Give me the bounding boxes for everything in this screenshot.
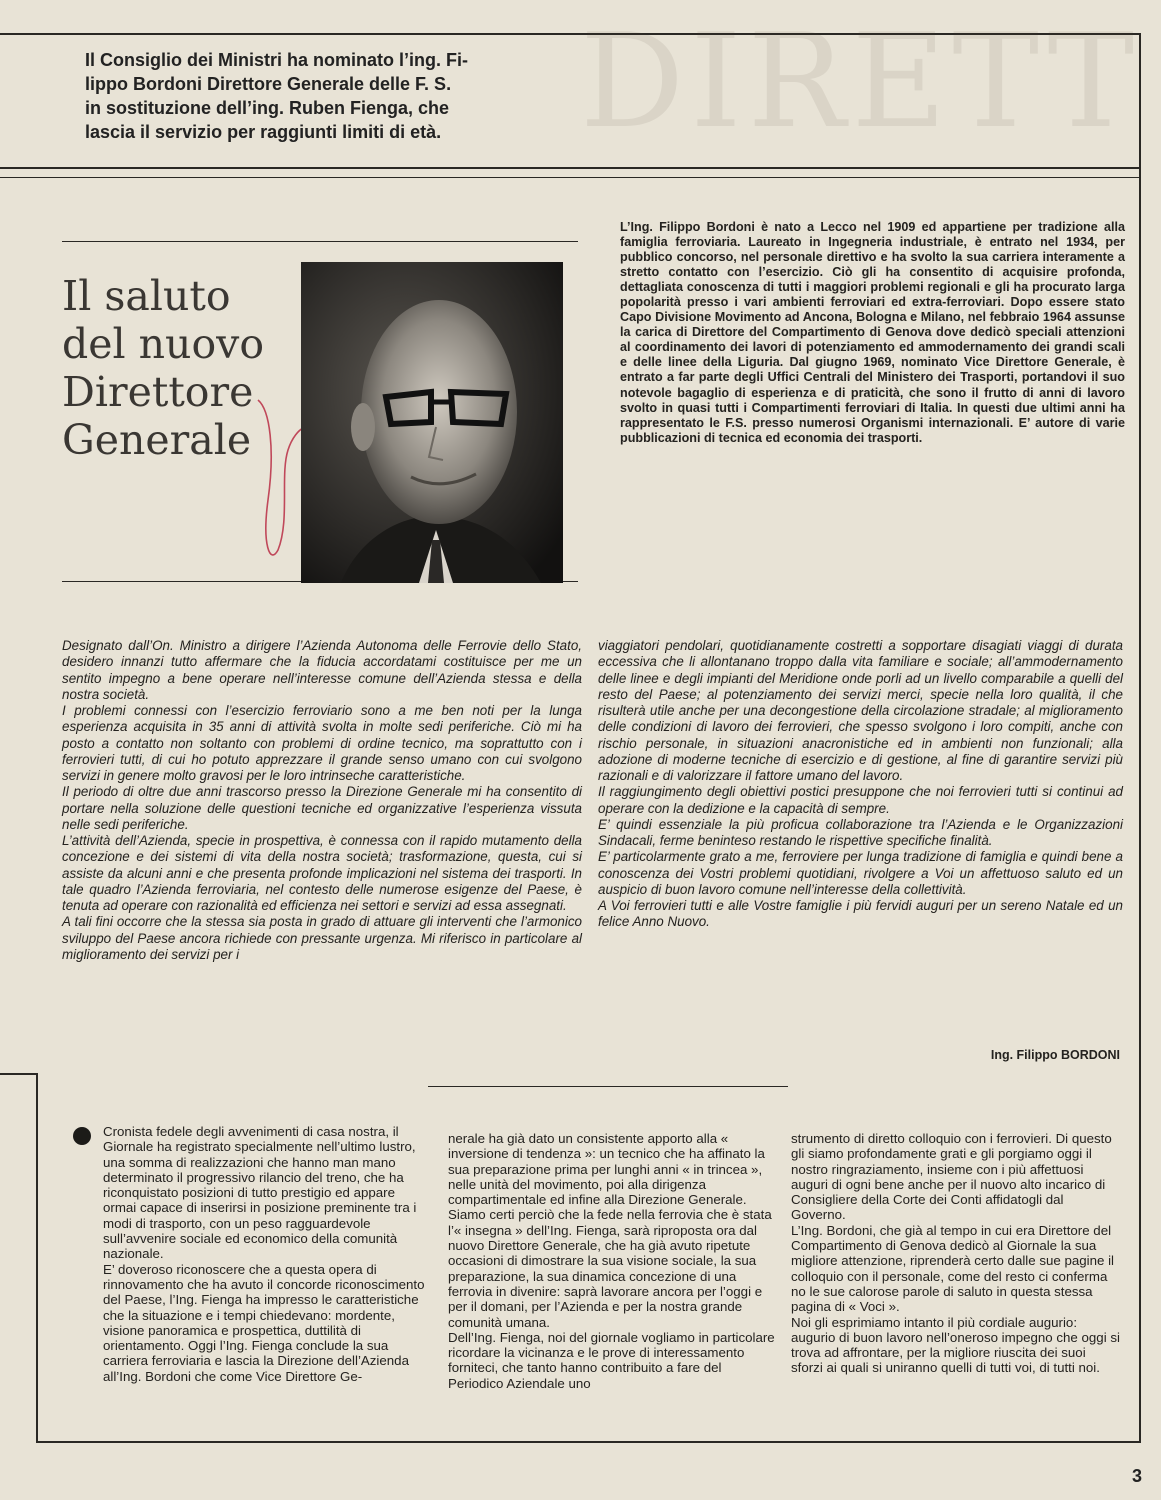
speech-paragraph: I problemi connessi con l’esercizio ferroviario sono a me ben noti per la lunga esperienza acquisita in 35 anni di attività svolta in molte sedi periferiche. Ciò mi ha posto a contatto non soltanto con problemi di ordine tecnico, ma soprattutto con i ferrovieri tutti, di cui ho potuto apprezzare il grande senso umano con cui svolgono servizi in genere molto gravosi per le loro intrinseche caratteristiche. xyxy=(62,703,582,783)
left-frame-top-rule xyxy=(0,1073,38,1075)
news-paragraph: Dell’Ing. Fienga, noi del giornale vogliamo in particolare ricordare la vicinanza e le prove di interessamento forniteci, che tanto hanno contribuito a fare del Periodico Aziendale uno xyxy=(448,1329,775,1391)
speech-paragraph: A tali fini occorre che la stessa sia posta in grado di attuare gli interventi che l’armonico sviluppo del Paese ancora richiede con pressante urgenza. Mi riferisco in particolare al miglioramento dei servizi per i xyxy=(62,914,582,962)
news-column-3 xyxy=(791,1131,1121,1376)
speech-paragraph: A Voi ferrovieri tutti e alle Vostre famiglie i più fervidi auguri per un sereno Natale ed un felice Anno Nuovo. xyxy=(598,898,1123,930)
news-paragraph: strumento di diretto colloquio con i ferrovieri. Di questo gli siamo profondamente grati e gli porgiamo oggi il nostro ringraziamento, insieme con i più affettuosi auguri di ogni bene anche per il nuovo alto incarico di Consigliere della Corte dei Conti affidatogli dal Governo. xyxy=(791,1131,1112,1223)
portrait-photo xyxy=(301,262,563,583)
lead-line: lascia il servizio per raggiunti limiti di età. xyxy=(85,122,442,142)
news-paragraph: Siamo certi perciò che la fede nella ferrovia che è stata l’« insegna » dell’Ing. Fienga, sarà riproposta ora dal nuovo Direttore Generale, che ha già avuto ripetute occasioni di dimostrare la sua visione sociale, la sua preparazione, la sua dinamica concezione di una ferrovia in divenire: saprà lavorare ancora per l’oggi e per il domani, per l’Azienda e per la nostra grande comunità umana. xyxy=(448,1207,772,1330)
news-paragraph: Noi gli esprimiamo intanto il più cordiale augurio: augurio di buon lavoro nell’oneroso impegno che oggi si trova ad affrontare, per la migliore riuscita dei suoi sforzi ai quali si uniranno quelli di tutti voi, di tutti noi. xyxy=(791,1314,1120,1376)
lead-line: Il Consiglio dei Ministri ha nominato l’ing. Fi- xyxy=(85,50,468,70)
headline-line: Generale xyxy=(62,416,252,464)
news-paragraph: nerale ha già dato un consistente apporto alla « inversione di tendenza »: un tecnico che ha affinato la sua preparazione prima per lunghi anni « in trincea », nelle unità del movimento, poi alla dirigenza compartimentale ed infine alla Direzione Generale. xyxy=(448,1131,765,1208)
speech-paragraph: Il periodo di oltre due anni trascorso presso la Direzione Generale mi ha consentito di portare nella soluzione delle questioni tecniche ed organizzative l’esperienza vissuta nelle sedi periferiche. xyxy=(62,784,582,832)
speech-column-left xyxy=(62,638,582,963)
section-separator xyxy=(428,1086,788,1087)
portrait-illustration xyxy=(301,262,563,583)
news-paragraph: E’ doveroso riconoscere che a questa opera di rinnovamento che ha avuto il concorde riconoscimento del Paese, l’Ing. Fienga ha impresso le caratteristiche che la situazione e i tempi chiedevano: mordente, visione panoramica e prospettica, duttilità di orientamento. Oggi l’Ing. Fienga conclude la sua carriera ferroviaria e lascia la Direzione dell’Azienda all’Ing. Bordoni che come Vice Direttore Ge- xyxy=(103,1261,425,1384)
lead-underline xyxy=(0,177,1141,178)
headline-top-rule xyxy=(62,241,578,242)
bio-text: L’Ing. Filippo Bordoni è nato a Lecco nel 1909 ed appartiene per tradizione alla famiglia ferroviaria. Laureato in Ingegneria industriale, è entrato nel 1934, per pubblico concorso, nel personale direttivo e ha svolto la sua carriera interamente a stretto contatto con l’esercizio. Ciò gli ha consentito di acquisire profonda, dettagliata conoscenza di tutti i maggiori problemi regionali e gli ha procurato larga popolarità presso i vari ambienti ferroviari ed extra-ferroviari. Dopo essere stato Capo Divisione Movimento ad Ancona, Bologna e Milano, nel febbraio 1964 assunse la carica di Direttore del Compartimento di Genova dove dedicò speciali attenzioni al coordinamento dei lavori di potenziamento ed ammodernamento dei grandi scali e delle linee della Liguria. Dal giugno 1969, nominato Vice Direttore Generale, è entrato a far parte degli Uffici Centrali del Ministero dei Trasporti, portandovi il suo notevole bagaglio di esperienza e di praticità, che sono il frutto di anni di lavoro svolto in quasi tutti i Compartimenti ferroviari di Italia. In questi due ultimi anni ha rappresentato le F.S. presso numerosi Organismi internazionali. E’ autore di varie pubblicazioni di tecnica ed economia dei trasporti. xyxy=(620,220,1125,445)
lead-line: lippo Bordoni Direttore Generale delle F. S. xyxy=(85,74,452,94)
speech-paragraph: Designato dall’On. Ministro a dirigere l’Azienda Autonoma delle Ferrovie dello Stato, desidero innanzi tutto affermare che la fiducia accordatami costituisce per me un sentito impegno a bene operare nell’interesse comune dell’Azienda stessa e della nostra società. xyxy=(62,638,582,702)
speech-paragraph: Il raggiungimento degli obiettivi postici presuppone che noi ferrovieri tutti si continui ad operare con la dedizione e la capacità di sempre. xyxy=(598,784,1123,816)
bullet-icon xyxy=(73,1127,91,1145)
headline-line: Il saluto xyxy=(62,272,231,320)
speech-paragraph: E’ quindi essenziale la più proficua collaborazione tra l’Azienda e le Organizzazioni Sindacali, ferme beninteso restando le rispettive specifiche finalità. xyxy=(598,816,1123,848)
news-column-1 xyxy=(103,1124,430,1384)
news-column-2 xyxy=(448,1131,778,1391)
page-number: 3 xyxy=(1131,1466,1142,1486)
news-paragraph: Cronista fedele degli avvenimenti di casa nostra, il Giornale ha registrato specialmente nell’ultimo lustro, una somma di realizzazioni che hanno man mano determinato il progressivo rilancio del treno, che ha riconquistato posizioni di tutto prestigio ed appare ormai capace di inserirsi in posizione preminente tra i modi di trasporto, con un peso ragguardevole sull’avvenire sociale ed economico della comunità nazionale. xyxy=(103,1124,417,1262)
speech-signature: Ing. Filippo BORDONI xyxy=(990,1048,1120,1062)
left-frame-rule xyxy=(36,1073,38,1443)
headline-line: Direttore xyxy=(62,368,254,416)
speech-paragraph: viaggiatori pendolari, quotidianamente costretti a sopportare disagiati viaggi di durata eccessiva che li allontanano troppo dalla vita familiare e sociale; all’ammodernamento delle linee e degli impianti del Meridione onde porli ad un livello comparabile a quelli del resto del Paese; al potenziamento dei servizi merci, specie nella loro qualità, il che risulterà utile anche per una decongestione della circolazione stradale; al miglioramento delle condizioni di lavoro dei ferrovieri, che spesso svolgono i loro compiti, anche con rischio personale, in situazioni anacronistiche ed in ambienti non funzionali; alla adozione di moderne tecniche di esercizio e di gestione, al fine di garantire servizi più razionali e di valorizzare il fattore umano del lavoro. xyxy=(598,638,1123,783)
bio-paragraph xyxy=(620,220,1125,446)
bottom-frame-rule xyxy=(36,1441,1141,1443)
speech-paragraph: E’ particolarmente grato a me, ferroviere per lunga tradizione di famiglia e quindi bene a conoscenza dei Vostri problemi quotidiani, rivolgere a Voi un affettuoso saluto ed un auspicio di buon lavoro comune nell’interesse della collettività. xyxy=(598,849,1123,897)
speech-paragraph: L’attività dell’Azienda, specie in prospettiva, è connessa con il rapido mutamento della concezione e dei sistemi di vita della nostra società; trasformazione, questa, cui si assiste da alcuni anni e che presenta profonde implicazioni nel sistema dei trasporti. In tale quadro l’Azienda ferroviaria, nel contesto delle numerose esigenze del Paese, è tenuta ad operare con razionalità ed efficienza nei settori e servizi ad essa assegnati. xyxy=(62,833,582,913)
right-frame-rule xyxy=(1139,33,1141,1443)
ghost-masthead: DIRETT xyxy=(580,22,1140,140)
lead-paragraph xyxy=(85,48,555,144)
lead-line: in sostituzione dell’ing. Ruben Fienga, che xyxy=(85,98,450,118)
lead-bottom-rule xyxy=(0,167,1141,169)
headline-line: del nuovo xyxy=(62,320,264,368)
speech-column-right xyxy=(598,638,1123,931)
news-paragraph: L’Ing. Bordoni, che già al tempo in cui era Direttore del Compartimento di Genova dedicò al Giornale la sua migliore attenzione, riprenderà certo dalle sue pagine il colloquio con il personale, come del resto ci conferma no le sue calorose parole di saluto in questa stessa pagina di « Voci ». xyxy=(791,1222,1115,1315)
